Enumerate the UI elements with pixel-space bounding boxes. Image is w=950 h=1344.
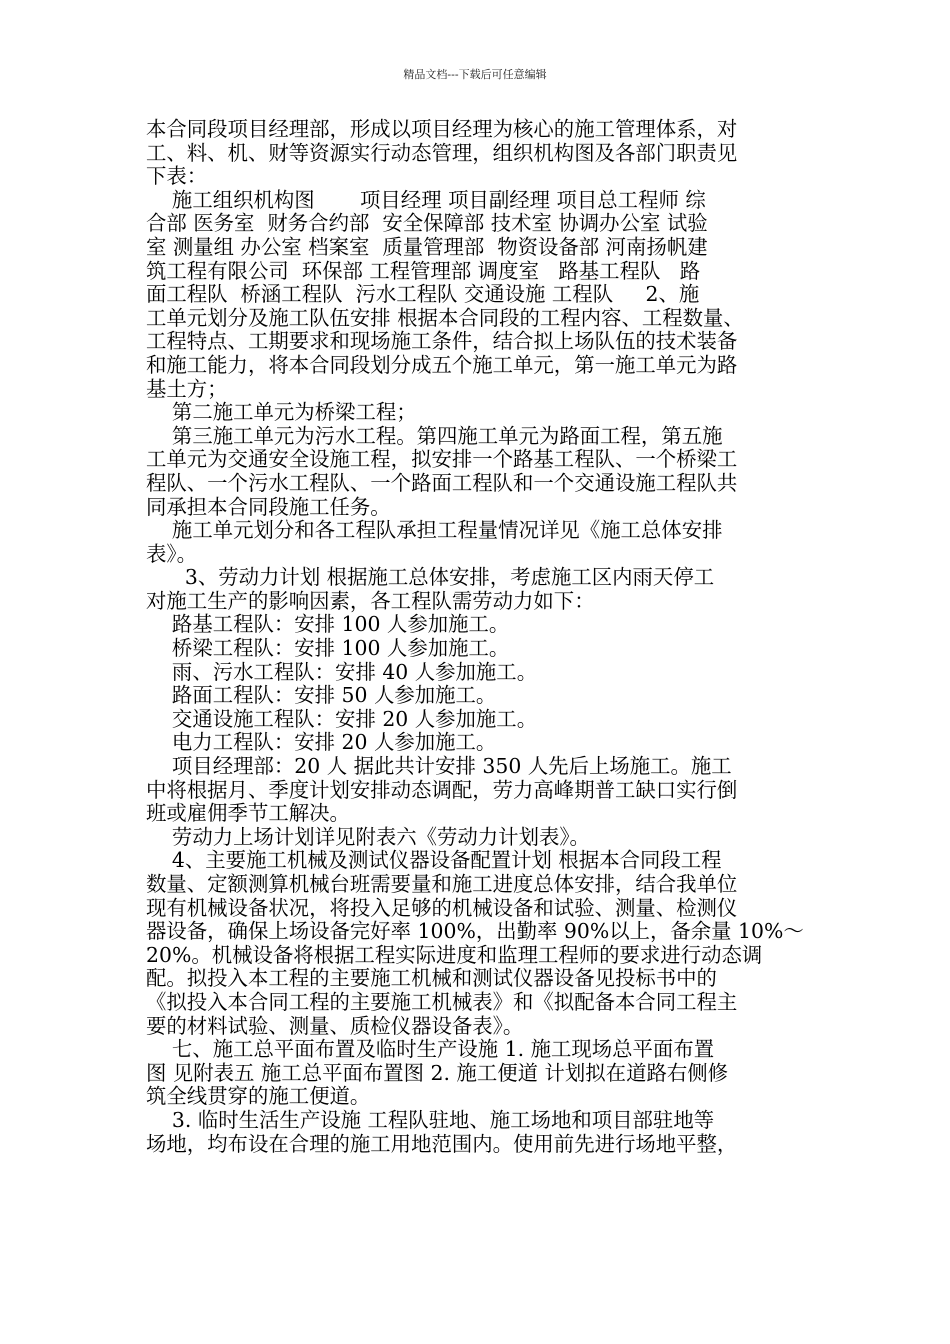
text-line: 中将根据月、季度计划安排动态调配，劳力高峰期普工缺口实行倒: [146, 777, 738, 802]
page-header: 精品文档---下载后可任意编辑: [403, 68, 547, 81]
text-line: 对施工生产的影响因素，各工程队需劳动力如下：: [146, 588, 595, 613]
text-line: 路基工程队：安排 100 人参加施工。: [146, 612, 510, 637]
text-line: 面工程队 桥涵工程队 污水工程队 交通设施 工程队 2、施: [146, 282, 700, 307]
text-line: 劳动力上场计划详见附表六《劳动力计划表》。: [146, 824, 590, 849]
text-line: 施工单元划分和各工程队承担工程量情况详见《施工总体安排: [146, 518, 723, 543]
text-line: 数量、定额测算机械台班需要量和施工进度总体安排，结合我单位: [146, 872, 738, 896]
text-line: 工、料、机、财等资源实行动态管理，组织机构图及各部门职责见: [146, 140, 738, 165]
text-line: 筑工程有限公司 环保部 工程管理部 调度室 路基工程队 路: [146, 258, 701, 283]
text-line: 雨、污水工程队：安排 40 人参加施工。: [146, 659, 538, 684]
text-line: 工单元划分及施工队伍安排 根据本合同段的工程内容、工程数量、: [146, 305, 744, 330]
text-line: 4、主要施工机械及测试仪器设备配置计划 根据本合同段工程: [146, 848, 722, 873]
text-line: 桥梁工程队：安排 100 人参加施工。: [146, 636, 510, 661]
text-line: 七、施工总平面布置及临时生产设施 1. 施工现场总平面布置: [146, 1037, 715, 1062]
text-line: 施工组织机构图 项目经理 项目副经理 项目总工程师 综: [146, 187, 706, 212]
text-line: 《拟投入本合同工程的主要施工机械表》和《拟配备本合同工程主: [146, 989, 738, 1014]
text-line: 交通设施工程队：安排 20 人参加施工。: [146, 706, 538, 731]
text-line: 同承担本合同段施工任务。: [146, 494, 391, 519]
text-line: 工程特点、工期要求和现场施工条件，结合拟上场队伍的技术装备: [146, 329, 738, 354]
text-line: 基土方；: [146, 376, 228, 401]
text-line: 表》。: [146, 541, 197, 566]
text-line: 器设备，确保上场设备完好率 100%，出勤率 90%以上，备余量 10%～: [146, 919, 804, 944]
text-line: 下表：: [146, 164, 208, 189]
text-line: 路面工程队：安排 50 人参加施工。: [146, 683, 497, 708]
document-body: [146, 118, 806, 1156]
text-line: 配。拟投入本工程的主要施工机械和测试仪器设备见投标书中的: [146, 966, 717, 991]
text-line: 项目经理部：20 人 据此共计安排 350 人先后上场施工。施工: [146, 754, 732, 779]
text-line: 和施工能力，将本合同段划分成五个施工单元，第一施工单元为路: [146, 352, 738, 377]
text-line: 现有机械设备状况，将投入足够的机械设备和试验、测量、检测仪: [146, 895, 738, 920]
text-line: 场地，均布设在合理的施工用地范围内。使用前先进行场地平整，: [146, 1131, 738, 1156]
text-line: 20%。机械设备将根据工程实际进度和监理工程师的要求进行动态调: [146, 942, 763, 967]
text-line: 室 测量组 办公室 档案室 质量管理部 物资设备部 河南扬帆建: [146, 234, 708, 259]
text-line: 图 见附表五 施工总平面布置图 2. 施工便道 计划拟在道路右侧修: [146, 1060, 729, 1085]
text-line: 第二施工单元为桥梁工程；: [146, 400, 417, 425]
text-line: 程队、一个污水工程队、一个路面工程队和一个交通设施工程队共: [146, 470, 738, 495]
text-line: 第三施工单元为污水工程。第四施工单元为路面工程，第五施: [146, 423, 723, 448]
text-line: 3. 临时生活生产设施 工程队驻地、施工场地和项目部驻地等: [146, 1107, 715, 1132]
text-line: 班或雇佣季节工解决。: [146, 801, 350, 826]
text-line: 电力工程队：安排 20 人参加施工。: [146, 730, 497, 755]
text-line: 3、劳动力计划 根据施工总体安排，考虑施工区内雨天停工: [146, 565, 715, 590]
text-line: 合部 医务室 财务合约部 安全保障部 技术室 协调办公室 试验: [146, 211, 708, 236]
text-line: 本合同段项目经理部，形成以项目经理为核心的施工管理体系，对: [146, 117, 738, 141]
text-line: 工单元为交通安全设施工程，拟安排一个路基工程队、一个桥梁工: [146, 447, 738, 472]
text-line: 要的材料试验、测量、质检仪器设备表》。: [146, 1013, 524, 1038]
text-line: 筑全线贯穿的施工便道。: [146, 1084, 371, 1109]
